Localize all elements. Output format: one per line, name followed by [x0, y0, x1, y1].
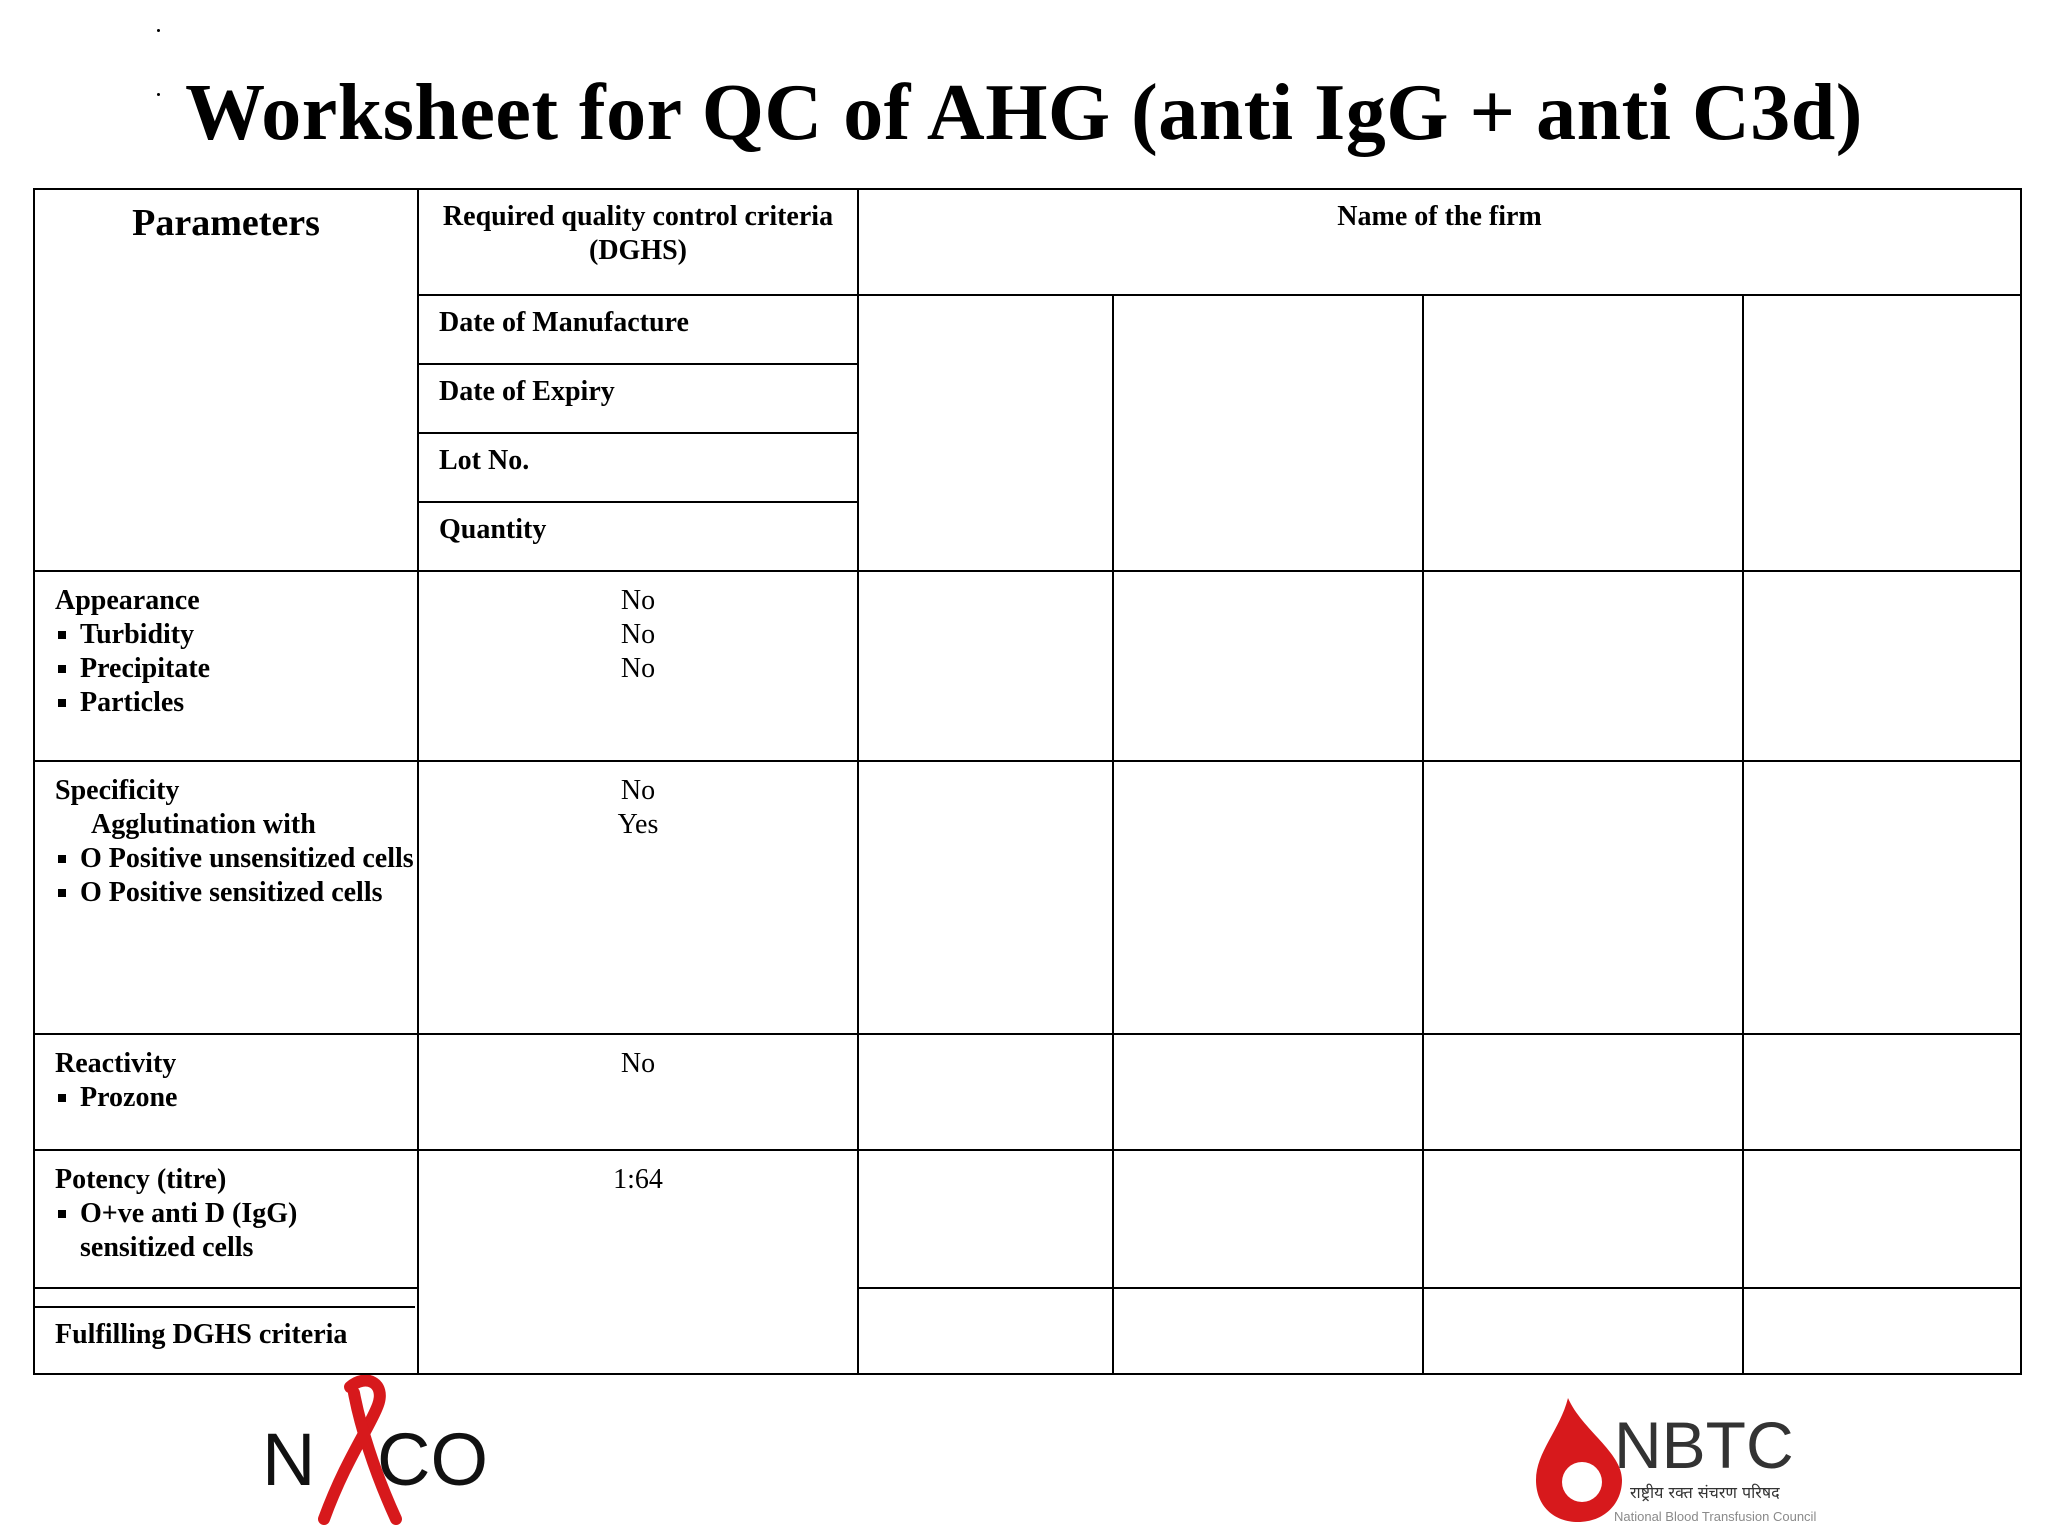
naco-logo-text: NACO [262, 1375, 265, 1376]
stray-dot [157, 29, 160, 32]
worksheet-table [33, 188, 2022, 1375]
specificity-firm-cell-4[interactable] [1743, 761, 2021, 1034]
specificity-item: O Positive sensitized cells [55, 876, 417, 910]
appearance-item: Precipitate [55, 652, 417, 686]
firm-name-header: Name of the firm [858, 189, 2021, 295]
nbtc-full-name: National Blood Transfusion Council [1614, 1509, 1817, 1524]
specificity-item: O Positive unsensitized cells [55, 842, 417, 876]
parameters-header: Parameters [34, 189, 418, 571]
required-criteria-header: Required quality control criteria (DGHS) [418, 189, 858, 295]
criteria-value: No [620, 585, 656, 616]
naco-logo [262, 1375, 492, 1525]
reactivity-item: Prozone [55, 1081, 417, 1115]
potency-firm-cell-4[interactable] [1743, 1150, 2021, 1288]
nbtc-hindi-text: राष्ट्रीय रक्त संचरण परिषद [1630, 1483, 1780, 1502]
fulfilling-cell [35, 1306, 415, 1369]
reactivity-firm-cell-2[interactable] [1113, 1034, 1423, 1150]
field-lot-no: Lot No. [418, 433, 858, 502]
reactivity-criteria [418, 1034, 858, 1150]
specificity-firm-cell-1[interactable] [858, 761, 1113, 1034]
appearance-firm-cell-4[interactable] [1743, 571, 2021, 761]
specificity-firm-cell-3[interactable] [1423, 761, 1743, 1034]
blood-drop-highlight [1562, 1462, 1602, 1502]
field-date-of-expiry: Date of Expiry [418, 364, 858, 433]
firm-info-cell-3[interactable] [1423, 295, 1743, 571]
criteria-value: No [620, 1048, 656, 1079]
fulfilling-label: Fulfilling DGHS criteria [55, 1319, 348, 1350]
criteria-value: No [620, 619, 656, 650]
appearance-firm-cell-2[interactable] [1113, 571, 1423, 761]
blood-drop-icon [1536, 1398, 1622, 1522]
criteria-value: No [620, 653, 656, 684]
criteria-value: Yes [617, 809, 659, 840]
field-quantity: Quantity [418, 502, 858, 571]
potency-firm-cell-2[interactable] [1113, 1150, 1423, 1288]
firm-info-cell-2[interactable] [1113, 295, 1423, 571]
appearance-heading: Appearance [55, 585, 200, 616]
potency-firm-cell-3[interactable] [1423, 1150, 1743, 1288]
fulfilling-firm-cell-3[interactable] [1423, 1288, 1743, 1374]
appearance-item: Particles [55, 686, 417, 720]
reactivity-cell [34, 1034, 418, 1150]
appearance-criteria [418, 571, 858, 761]
reactivity-firm-cell-3[interactable] [1423, 1034, 1743, 1150]
naco-text-co: CO [377, 1418, 488, 1501]
specificity-heading: Specificity [55, 775, 180, 806]
potency-cell [34, 1150, 418, 1288]
potency-heading: Potency (titre) [55, 1164, 227, 1195]
appearance-firm-cell-3[interactable] [1423, 571, 1743, 761]
potency-firm-cell-1[interactable] [858, 1150, 1113, 1288]
naco-text-n: N [262, 1418, 316, 1501]
specificity-firm-cell-2[interactable] [1113, 761, 1423, 1034]
nbtc-text: NBTC [1614, 1408, 1794, 1482]
reactivity-firm-cell-4[interactable] [1743, 1034, 2021, 1150]
specificity-subheading: Agglutination with [91, 809, 316, 840]
fulfilling-firm-cell-4[interactable] [1743, 1288, 2021, 1374]
specificity-cell [34, 761, 418, 1034]
specificity-criteria [418, 761, 858, 1034]
potency-criteria [418, 1150, 858, 1374]
firm-info-cell-1[interactable] [858, 295, 1113, 571]
fulfilling-firm-cell-2[interactable] [1113, 1288, 1423, 1374]
reactivity-firm-cell-1[interactable] [858, 1034, 1113, 1150]
firm-info-cell-4[interactable] [1743, 295, 2021, 571]
appearance-firm-cell-1[interactable] [858, 571, 1113, 761]
fulfilling-firm-cell-1[interactable] [858, 1288, 1113, 1374]
field-date-of-manufacture: Date of Manufacture [418, 295, 858, 364]
potency-item: O+ve anti D (IgG) sensitized cells [55, 1197, 417, 1265]
page-title: Worksheet for QC of AHG (anti IgG + anti C3d) [185, 69, 1863, 157]
nbtc-logo [1530, 1390, 1830, 1530]
criteria-value: No [620, 775, 656, 806]
appearance-cell [34, 571, 418, 761]
criteria-value: 1:64 [613, 1164, 663, 1195]
appearance-item: Turbidity [55, 618, 417, 652]
reactivity-heading: Reactivity [55, 1048, 177, 1079]
